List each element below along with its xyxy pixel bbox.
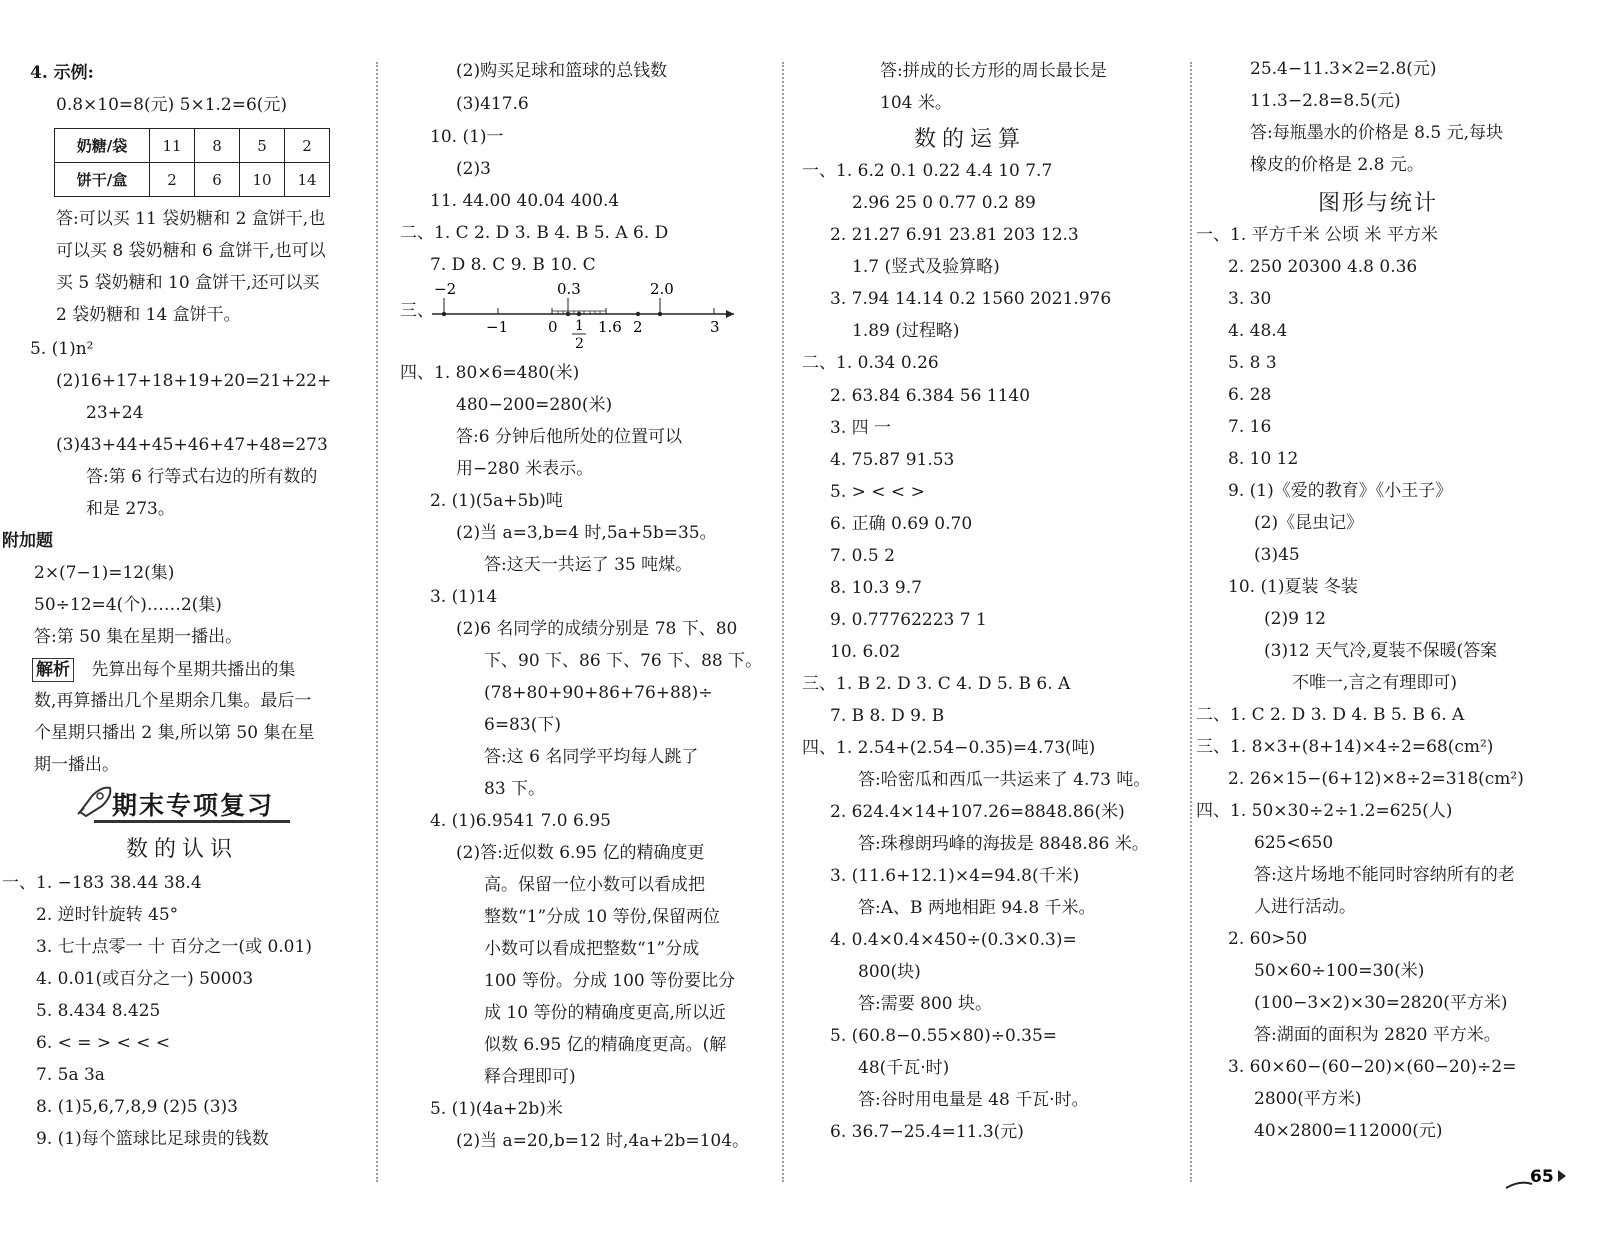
list-item: 5. 8 3 [1228,353,1277,373]
table-cell: 6 [195,163,240,197]
answer-line: 2 袋奶糖和 14 盒饼干。 [56,305,241,325]
bonus-line: 50÷12=4(个)……2(集) [34,595,222,615]
list-item: 答:谷时用电量是 48 千瓦·时。 [858,1090,1089,1110]
list-item: 3. 四 一 [830,418,892,438]
list-item: 7. 16 [1228,417,1272,437]
list-item: 480−200=280(米) [456,395,613,415]
column-divider [782,62,784,1182]
list-item: 6=83(下) [484,715,561,735]
list-item: 11. 44.00 40.04 400.4 [430,191,620,211]
list-item: 答:6 分钟后他所处的位置可以 [456,427,682,447]
numberline-label: 0 [548,318,558,336]
list-item: 100 等份。分成 100 等份要比分 [484,971,736,991]
list-item: 2. 21.27 6.91 23.81 203 12.3 [830,225,1079,245]
list-item: 4. 48.4 [1228,321,1288,341]
q5-2: (2)16+17+18+19+20=21+22+ [56,371,332,391]
list-item: 答:湖面的面积为 2820 平方米。 [1254,1025,1501,1045]
list-item: (3)45 [1254,545,1300,565]
list-item: 4. 0.01(或百分之一) 50003 [36,969,254,989]
list-item: 答:每瓶墨水的价格是 8.5 元,每块 [1250,123,1503,143]
list-item: 成 10 等份的精确度更高,所以近 [484,1003,726,1023]
bonus-line: 2×(7−1)=12(集) [34,563,175,583]
q5-3-answer: 答:第 6 行等式右边的所有数的 [86,467,318,487]
numberline-label: 2.0 [650,280,674,298]
section-title: 图形与统计 [1318,191,1439,216]
list-item: 人进行活动。 [1254,897,1356,917]
list-item: 6. 36.7−25.4=11.3(元) [830,1122,1024,1142]
list-item: 25.4−11.3×2=2.8(元) [1250,59,1437,79]
list-item: 8. 10 12 [1228,449,1299,469]
list-item: 2800(平方米) [1254,1089,1362,1109]
list-item: 10. (1)一 [430,127,504,147]
list-item: 整数“1”分成 10 等份,保留两位 [484,907,721,927]
answer-line: 答:可以买 11 袋奶糖和 2 盒饼干,也 [56,209,326,229]
list-item: 9. 0.77762223 7 1 [830,610,987,630]
list-item: (2)答:近似数 6.95 亿的精确度更 [456,843,705,863]
list-item: 11.3−2.8=8.5(元) [1250,91,1401,111]
list-item: 40×2800=112000(元) [1254,1121,1443,1141]
list-item: 83 下。 [484,779,546,799]
list-item: (2)6 名同学的成绩分别是 78 下、80 [456,619,738,639]
list-item: 9. (1)每个篮球比足球贵的钱数 [36,1129,269,1149]
list-item: 2. 逆时针旋转 45° [36,905,179,925]
numberline-label: −1 [486,318,509,336]
list-item: 1.89 (过程略) [852,321,960,341]
list-item: 9. (1)《爱的教育》《小王子》 [1228,481,1453,501]
list-item: 答:这天一共运了 35 吨煤。 [484,555,693,575]
list-item: 800(块) [858,962,921,982]
q5-3: (3)43+44+45+46+47+48=273 [56,435,328,455]
page-number: 65 [1530,1167,1554,1187]
table-cell: 2 [150,163,195,197]
list-item: 二、1. 0.34 0.26 [802,353,939,373]
list-item: 625<650 [1254,833,1334,853]
list-item: 48(千瓦·时) [858,1058,950,1078]
list-item: (3)417.6 [456,94,529,114]
list-item: 7. 0.5 2 [830,546,895,566]
list-item: 2.96 25 0 0.77 0.2 89 [852,193,1036,213]
numberline-label: 2 [633,318,643,336]
list-item: 不唯一,言之有理即可) [1292,673,1458,693]
list-item: 二、1. C 2. D 3. B 4. B 5. A 6. D [400,223,669,243]
list-item: 答:哈密瓜和西瓜一共运来了 4.73 吨。 [858,770,1151,790]
list-item: 三、1. B 2. D 3. C 4. D 5. B 6. A [802,674,1071,694]
list-item: 3. 7.94 14.14 0.2 1560 2021.976 [830,289,1112,309]
section-title: 数的认识 [126,837,239,862]
list-item: 7. B 8. D 9. B [830,706,945,726]
list-item: 下、90 下、86 下、76 下、88 下。 [484,651,763,671]
list-item: (2)9 12 [1264,609,1326,629]
list-item: 6. < = > < < < [36,1033,171,1053]
list-item: 2. (1)(5a+5b)吨 [430,491,563,511]
list-item: 四、1. 2.54+(2.54−0.35)=4.73(吨) [802,738,1096,758]
numberline-label: 0.3 [557,280,581,298]
list-item: 10. 6.02 [830,642,901,662]
list-item: (3)12 天气冷,夏装不保暖(答案 [1264,641,1498,661]
list-item: 2. 26×15−(6+12)×8÷2=318(cm²) [1228,769,1524,789]
numberline-label: 2 [575,336,584,350]
list-item: 3. 30 [1228,289,1272,309]
analysis-line: 期一播出。 [34,755,119,775]
list-item: 答:需要 800 块。 [858,994,992,1014]
bonus-line: 答:第 50 集在星期一播出。 [34,627,243,647]
table-header: 奶糖/袋 [55,129,150,163]
section-label: 三、 [400,301,434,321]
banner-underline [94,820,290,823]
rocket-icon [74,784,114,818]
list-item: 答:A、B 两地相距 94.8 千米。 [858,898,1096,918]
list-item: 5. (1)(4a+2b)米 [430,1099,563,1119]
list-item: 8. (1)5,6,7,8,9 (2)5 (3)3 [36,1097,238,1117]
q5-3-answer-cont: 和是 273。 [86,499,175,519]
list-item: 3. (11.6+12.1)×4=94.8(千米) [830,866,1080,886]
table-cell: 2 [285,129,330,163]
list-item: 104 米。 [880,93,952,113]
table-row [55,163,330,197]
numberline-label: 3 [710,318,720,336]
list-item: 5. > < < > [830,482,925,502]
numberline-label: 1.6 [598,318,622,336]
list-item: 4. (1)6.9541 7.0 6.95 [430,811,611,831]
list-item: 2. 60>50 [1228,929,1308,949]
list-item: 似数 6.95 亿的精确度更高。(解 [484,1035,727,1055]
analysis-line [32,658,295,682]
answer-line: 买 5 袋奶糖和 10 盒饼干,还可以买 [56,273,320,293]
table-cell: 10 [240,163,285,197]
list-item: 一、1. −183 38.44 38.4 [2,873,202,893]
q4-label: 4. 示例: [30,63,94,83]
page-number-badge [1502,1160,1568,1194]
list-item: 2. 624.4×14+107.26=8848.86(米) [830,802,1125,822]
number-line [428,280,748,350]
list-item: 3. (1)14 [430,587,498,607]
list-item: (2)《昆虫记》 [1254,513,1364,533]
list-item: 1.7 (竖式及验算略) [852,257,1000,277]
list-item: 3. 60×60−(60−20)×(60−20)÷2= [1228,1057,1517,1077]
list-item: 高。保留一位小数可以看成把 [484,875,705,895]
list-item: 橡皮的价格是 2.8 元。 [1250,155,1424,175]
list-item: 三、1. 8×3+(8+14)×4÷2=68(cm²) [1196,737,1494,757]
bonus-heading: 附加题 [2,531,53,551]
numberline-label: 1 [575,318,584,334]
list-item: 6. 28 [1228,385,1272,405]
numberline-label: −2 [434,280,457,298]
list-item: 小数可以看成把整数“1”分成 [484,939,700,959]
list-item: 4. 0.4×0.4×450÷(0.3×0.3)= [830,930,1077,950]
list-item: 2. 63.84 6.384 56 1140 [830,386,1031,406]
column-divider [1190,62,1192,1182]
q5-2-cont: 23+24 [86,403,144,423]
analysis-tag: 解析 [32,658,74,682]
list-item: 答:这 6 名同学平均每人跳了 [484,747,699,767]
table-cell: 8 [195,129,240,163]
list-item: 2. 250 20300 4.8 0.36 [1228,257,1418,277]
analysis-line: 数,再算播出几个星期余几集。最后一 [34,691,312,711]
table-cell: 11 [150,129,195,163]
candy-biscuit-table [54,128,330,197]
list-item: (2)购买足球和篮球的总钱数 [456,61,668,81]
list-item: 50×60÷100=30(米) [1254,961,1425,981]
q5-1: 5. (1)n² [30,339,94,359]
list-item: 二、1. C 2. D 3. D 4. B 5. B 6. A [1196,705,1465,725]
list-item: 答:拼成的长方形的周长最长是 [880,61,1107,81]
table-row [55,129,330,163]
list-item: (100−3×2)×30=2820(平方米) [1254,993,1508,1013]
list-item: 4. 75.87 91.53 [830,450,955,470]
list-item: 7. D 8. C 9. B 10. C [430,255,596,275]
list-item: 答:这片场地不能同时容纳所有的老 [1254,865,1515,885]
answer-line: 可以买 8 袋奶糖和 6 盒饼干,也可以 [56,241,326,261]
list-item: 5. (60.8−0.55×80)÷0.35= [830,1026,1058,1046]
table-cell: 5 [240,129,285,163]
list-item: (2)当 a=20,b=12 时,4a+2b=104。 [456,1131,750,1151]
list-item: 答:珠穆朗玛峰的海拔是 8848.86 米。 [858,834,1149,854]
list-item: 8. 10.3 9.7 [830,578,922,598]
list-item: 一、1. 平方千米 公顷 米 平方米 [1196,225,1438,245]
list-item: 四、1. 50×30÷2÷1.2=625(人) [1196,801,1453,821]
list-item: 一、1. 6.2 0.1 0.22 4.4 10 7.7 [802,161,1053,181]
list-item: 用−280 米表示。 [456,459,594,479]
list-item: 释合理即可) [484,1067,576,1087]
list-item: (78+80+90+86+76+88)÷ [484,683,713,703]
list-item: (2)3 [456,159,491,179]
analysis-line: 个星期只播出 2 集,所以第 50 集在星 [34,723,315,743]
section-title: 数的运算 [914,127,1027,152]
list-item: 6. 正确 0.69 0.70 [830,514,973,534]
review-banner: 期末专项复习 [112,791,275,820]
list-item: (2)当 a=3,b=4 时,5a+5b=35。 [456,523,717,543]
q4-calc: 0.8×10=8(元) 5×1.2=6(元) [56,95,288,115]
list-item: 5. 8.434 8.425 [36,1001,161,1021]
list-item: 10. (1)夏装 冬装 [1228,577,1358,597]
list-item: 四、1. 80×6=480(米) [400,363,580,383]
table-cell: 14 [285,163,330,197]
list-item: 7. 5a 3a [36,1065,105,1085]
analysis-text: 先算出每个星期共播出的集 [91,660,296,680]
table-header: 饼干/盒 [55,163,150,197]
column-divider [376,62,378,1182]
list-item: 3. 七十点零一 十 百分之一(或 0.01) [36,937,312,957]
